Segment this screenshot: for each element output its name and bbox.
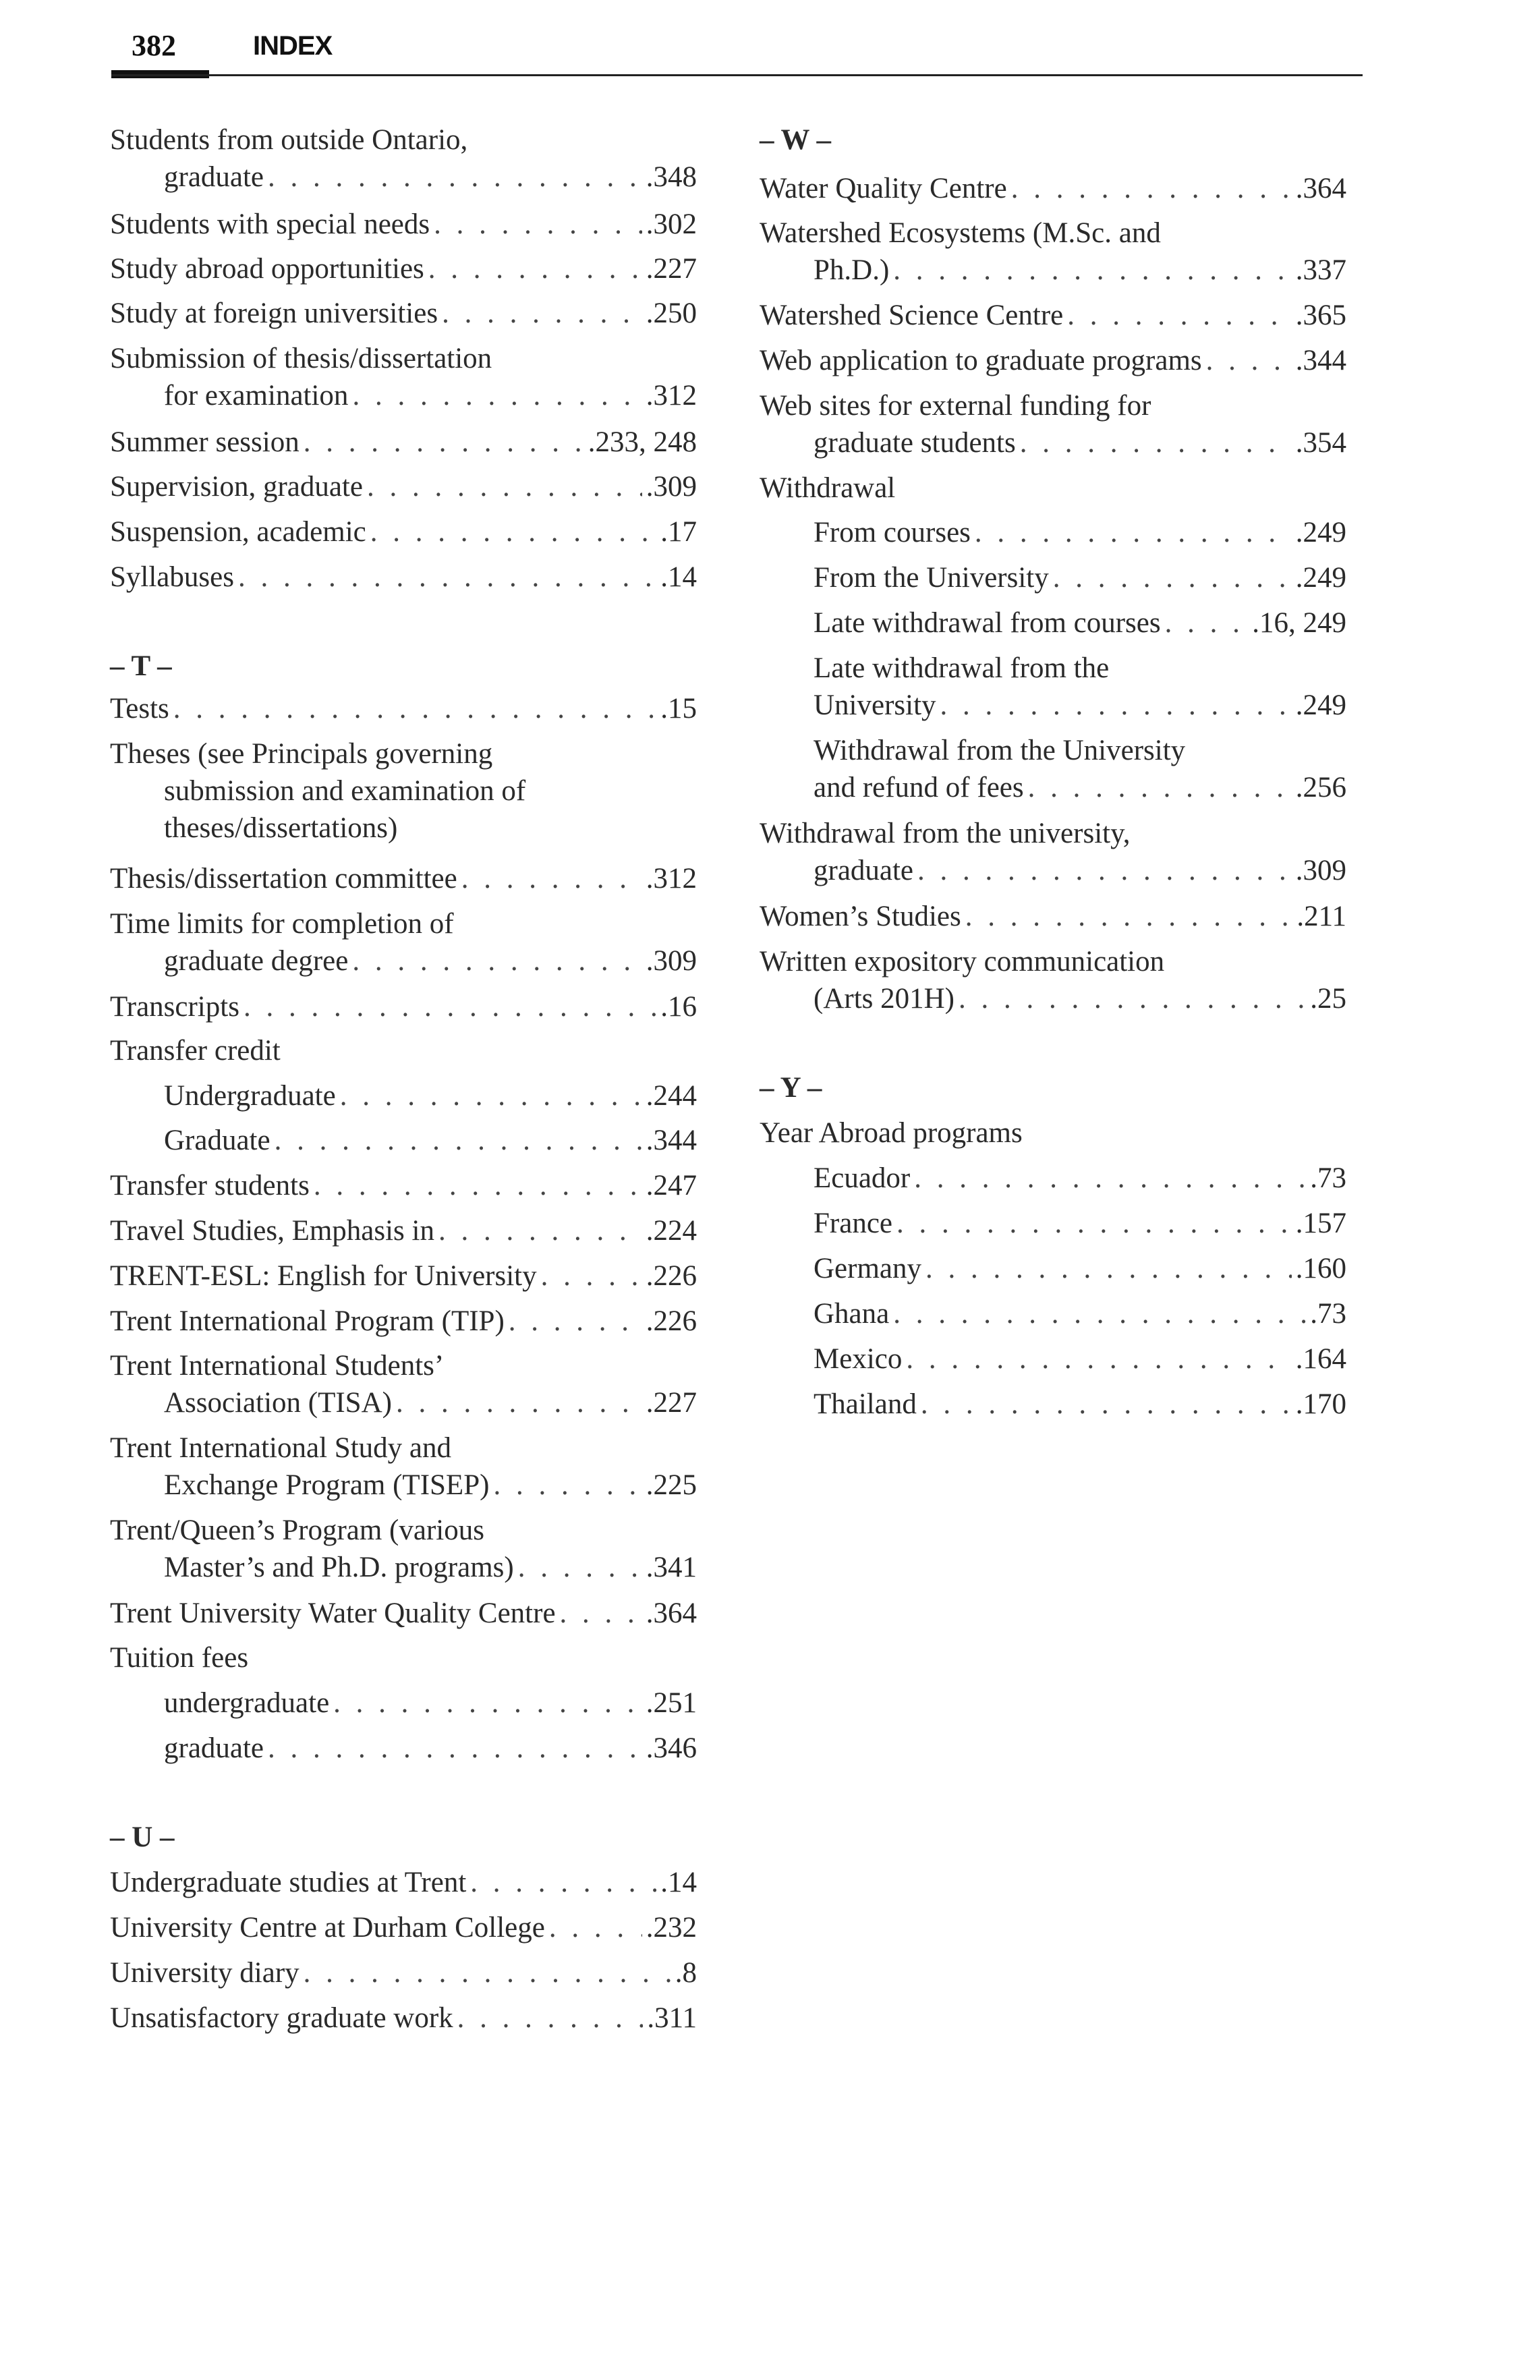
- index-entry: [110, 295, 697, 332]
- dot-leader: [314, 1167, 642, 1204]
- page-reference: .341: [646, 1552, 697, 1583]
- index-subentry: [814, 732, 1346, 806]
- index-entry: [110, 1167, 697, 1204]
- entry-text: submission and examination of: [164, 775, 526, 807]
- index-entry: [110, 559, 697, 596]
- index-entry: [760, 898, 1346, 935]
- dot-leader: [370, 513, 657, 550]
- page-reference: .17: [660, 516, 697, 548]
- entry-text: Written expository communication: [760, 946, 1165, 978]
- entry-text: Students from outside Ontario,: [110, 124, 468, 156]
- dot-leader: [921, 1386, 1292, 1423]
- entry-text: Master’s and Ph.D. programs): [164, 1552, 514, 1583]
- index-entry: [110, 1909, 697, 1946]
- entry-text: Syllabuses: [110, 561, 234, 593]
- index-subentry: [814, 1205, 1346, 1242]
- index-entry: [110, 250, 697, 287]
- dot-leader: [925, 1250, 1292, 1287]
- entry-text: Suspension, academic: [110, 516, 366, 548]
- page-reference: .311: [647, 2002, 697, 2034]
- entry-text: Late withdrawal from courses: [814, 607, 1161, 639]
- page-reference: .250: [646, 298, 697, 329]
- index-subentry: [814, 1340, 1346, 1378]
- page-reference: .344: [646, 1125, 697, 1156]
- entry-text: (Arts 201H): [814, 983, 954, 1015]
- entry-text: Trent University Water Quality Centre: [110, 1597, 556, 1629]
- page-reference: .170: [1295, 1388, 1346, 1420]
- page-reference: .309: [1295, 855, 1346, 886]
- page-reference: .247: [646, 1170, 697, 1201]
- page-reference: .164: [1295, 1343, 1346, 1375]
- dot-leader: [268, 1730, 642, 1767]
- index-entry: [110, 1864, 697, 1901]
- entry-text: From the University: [814, 562, 1049, 594]
- dot-leader: [549, 1909, 642, 1946]
- index-entry: [110, 513, 697, 550]
- index-entry: [760, 342, 1346, 379]
- entry-text: Tests: [110, 693, 169, 725]
- entry-text: Undergraduate: [164, 1080, 336, 1112]
- index-subentry: [164, 1077, 697, 1114]
- page-reference: .227: [646, 253, 697, 285]
- page-reference: .16, 249: [1252, 607, 1346, 639]
- page-reference: .15: [660, 693, 697, 725]
- page-reference: .225: [646, 1469, 697, 1501]
- page-reference: .233, 248: [588, 426, 697, 458]
- index-entry: [760, 297, 1346, 334]
- entry-text: theses/dissertations): [164, 812, 398, 844]
- index-subentry: [814, 604, 1346, 642]
- entry-text: Watershed Ecosystems (M.Sc. and: [760, 217, 1161, 249]
- index-entry: [110, 988, 697, 1025]
- index-entry: [110, 2000, 697, 2037]
- header-rule: [111, 74, 1363, 76]
- entry-text: Web application to graduate programs: [760, 345, 1202, 376]
- entry-text: From courses: [814, 517, 971, 548]
- index-entry: [110, 468, 697, 505]
- page-reference: .8: [675, 1957, 697, 1989]
- index-entry: [760, 215, 1346, 289]
- index-subentry: [164, 1122, 697, 1159]
- dot-leader: [238, 559, 656, 596]
- entry-text: Association (TISA): [164, 1387, 392, 1419]
- entry-text: Withdrawal from the University: [814, 735, 1186, 766]
- index-subentry: [814, 514, 1346, 551]
- entry-text: Late withdrawal from the: [814, 652, 1110, 684]
- entry-text: for examination: [164, 380, 349, 412]
- entry-text: Trent International Program (TIP): [110, 1305, 505, 1337]
- entry-text: Exchange Program (TISEP): [164, 1469, 490, 1501]
- entry-text: Withdrawal from the university,: [760, 818, 1131, 849]
- section-header-t: – T –: [110, 650, 172, 682]
- page-reference: .14: [660, 561, 697, 593]
- index-subentry: [814, 559, 1346, 596]
- entry-text: Water Quality Centre: [760, 173, 1007, 204]
- index-subentry: [814, 650, 1346, 724]
- dot-leader: [965, 898, 1293, 935]
- index-entry: [110, 1639, 697, 1676]
- entry-text: Thesis/dissertation committee: [110, 863, 457, 895]
- entry-text: Tuition fees: [110, 1642, 249, 1674]
- entry-text: Ph.D.): [814, 254, 890, 286]
- page-reference: .249: [1295, 517, 1346, 548]
- page-reference: .25: [1310, 983, 1346, 1015]
- entry-text: Withdrawal: [760, 472, 896, 504]
- index-subentry: [814, 1295, 1346, 1332]
- page-reference: .232: [646, 1912, 697, 1944]
- page-reference: .346: [646, 1732, 697, 1764]
- dot-leader: [1067, 297, 1292, 334]
- entry-text: Undergraduate studies at Trent: [110, 1867, 467, 1898]
- entry-text: Watershed Science Centre: [760, 300, 1064, 331]
- index-entry: [110, 1257, 697, 1295]
- page-header: [111, 26, 1363, 86]
- page-reference: .73: [1310, 1162, 1346, 1194]
- entry-text: Transfer credit: [110, 1035, 281, 1067]
- entry-text: Ecuador: [814, 1162, 911, 1194]
- entry-text: graduate: [814, 855, 914, 886]
- dot-leader: [304, 424, 584, 461]
- page-reference: .249: [1295, 689, 1346, 721]
- entry-text: Trent/Queen’s Program (various: [110, 1514, 484, 1546]
- index-entry: [760, 943, 1346, 1017]
- entry-text: Web sites for external funding for: [760, 390, 1151, 422]
- index-entry: [110, 1429, 697, 1504]
- dot-leader: [518, 1549, 642, 1586]
- page-title: INDEX: [253, 31, 333, 61]
- index-subentry: [164, 1730, 697, 1767]
- index-entry: [760, 1114, 1346, 1152]
- page-reference: .312: [646, 380, 697, 412]
- entry-text: Year Abroad programs: [760, 1117, 1023, 1149]
- entry-text: University Centre at Durham College: [110, 1912, 545, 1944]
- page-reference: .251: [646, 1687, 697, 1719]
- dot-leader: [396, 1384, 642, 1421]
- page-reference: .365: [1295, 300, 1346, 331]
- dot-leader: [906, 1340, 1291, 1378]
- dot-leader: [340, 1077, 642, 1114]
- index-subentry: [164, 1684, 697, 1722]
- dot-leader: [975, 514, 1292, 551]
- dot-leader: [428, 250, 642, 287]
- dot-leader: [1165, 604, 1249, 642]
- page-reference: .16: [660, 991, 697, 1023]
- dot-leader: [470, 1864, 656, 1901]
- index-entry: [760, 170, 1346, 207]
- dot-leader: [352, 377, 641, 414]
- page-reference: .312: [646, 863, 697, 895]
- page-reference: .348: [646, 161, 697, 193]
- dot-leader: [442, 295, 642, 332]
- entry-text: Students with special needs: [110, 208, 430, 240]
- index-entry: [110, 690, 697, 727]
- dot-leader: [173, 690, 656, 727]
- section-header-u: – U –: [110, 1821, 175, 1853]
- page-reference: .224: [646, 1215, 697, 1247]
- dot-leader: [917, 852, 1292, 889]
- index-entry: [110, 424, 697, 461]
- page-reference: .344: [1295, 345, 1346, 376]
- index-entry: [110, 860, 697, 897]
- dot-leader: [438, 1212, 642, 1249]
- dot-leader: [541, 1257, 642, 1295]
- dot-leader: [457, 2000, 644, 2037]
- entry-text: Transfer students: [110, 1170, 310, 1201]
- page-reference: .249: [1295, 562, 1346, 594]
- dot-leader: [352, 942, 641, 980]
- index-entry: [110, 1212, 697, 1249]
- entry-text: Germany: [814, 1253, 921, 1284]
- page-reference: .364: [646, 1597, 697, 1629]
- dot-leader: [893, 1295, 1306, 1332]
- index-entry: [110, 735, 697, 847]
- dot-leader: [1053, 559, 1292, 596]
- dot-leader: [304, 1954, 671, 1991]
- page-reference: .211: [1296, 901, 1346, 932]
- section-header-w: – W –: [760, 124, 831, 156]
- dot-leader: [244, 988, 656, 1025]
- index-entry: [110, 206, 697, 243]
- page-reference: .160: [1295, 1253, 1346, 1284]
- index-entry: [110, 1032, 697, 1069]
- entry-text: graduate students: [814, 427, 1016, 459]
- dot-leader: [275, 1122, 642, 1159]
- dot-leader: [509, 1303, 642, 1340]
- dot-leader: [1206, 342, 1292, 379]
- entry-text: and refund of fees: [814, 772, 1024, 803]
- entry-text: undergraduate: [164, 1687, 330, 1719]
- entry-text: Graduate: [164, 1125, 270, 1156]
- dot-leader: [940, 687, 1292, 724]
- index-entry: [110, 1954, 697, 1991]
- index-subentry: [814, 1160, 1346, 1197]
- page-number: 382: [132, 29, 176, 62]
- dot-leader: [333, 1684, 642, 1722]
- page-reference: .309: [646, 471, 697, 503]
- dot-leader: [896, 1205, 1292, 1242]
- entry-text: Unsatisfactory graduate work: [110, 2002, 453, 2034]
- page-reference: .226: [646, 1305, 697, 1337]
- entry-text: TRENT-ESL: English for University: [110, 1260, 537, 1292]
- page-reference: .226: [646, 1260, 697, 1292]
- entry-text: Travel Studies, Emphasis in: [110, 1215, 434, 1247]
- entry-text: Summer session: [110, 426, 300, 458]
- index-entry: [110, 1512, 697, 1586]
- page-reference: .14: [660, 1867, 697, 1898]
- page-reference: .256: [1295, 772, 1346, 803]
- index-entry: [760, 815, 1346, 889]
- index-entry: [110, 905, 697, 980]
- entry-text: graduate degree: [164, 945, 349, 977]
- dot-leader: [461, 860, 642, 897]
- entry-text: University: [814, 689, 936, 721]
- index-entry: [110, 121, 697, 196]
- entry-text: Study abroad opportunities: [110, 253, 424, 285]
- index-entry: [110, 1303, 697, 1340]
- entry-text: Mexico: [814, 1343, 903, 1375]
- page-reference: .309: [646, 945, 697, 977]
- dot-leader: [1028, 769, 1292, 806]
- index-subentry: [814, 1250, 1346, 1287]
- entry-text: Women’s Studies: [760, 901, 961, 932]
- page-reference: .354: [1295, 427, 1346, 459]
- entry-text: Transcripts: [110, 991, 239, 1023]
- index-entry: [760, 387, 1346, 461]
- entry-text: Theses (see Principals governing: [110, 738, 493, 770]
- page-reference: .302: [646, 208, 697, 240]
- index-entry: [110, 1595, 697, 1632]
- entry-text: Time limits for completion of: [110, 908, 454, 940]
- dot-leader: [434, 206, 642, 243]
- index-entry: [760, 470, 1346, 507]
- entry-text: Ghana: [814, 1298, 890, 1330]
- dot-leader: [560, 1595, 642, 1632]
- page-reference: .157: [1295, 1208, 1346, 1239]
- dot-leader: [959, 980, 1306, 1017]
- entry-text: Submission of thesis/dissertation: [110, 343, 492, 374]
- dot-leader: [367, 468, 642, 505]
- entry-text: graduate: [164, 161, 264, 193]
- dot-leader: [268, 159, 642, 196]
- section-header-y: – Y –: [760, 1072, 822, 1104]
- entry-text: Study at foreign universities: [110, 298, 438, 329]
- entry-text: France: [814, 1208, 892, 1239]
- dot-leader: [914, 1160, 1306, 1197]
- dot-leader: [1011, 170, 1292, 207]
- dot-leader: [493, 1467, 641, 1504]
- entry-text: Supervision, graduate: [110, 471, 363, 503]
- entry-text: Trent International Students’: [110, 1350, 445, 1382]
- entry-text: Thailand: [814, 1388, 917, 1420]
- index-entry: [110, 1347, 697, 1421]
- dot-leader: [893, 252, 1291, 289]
- index-subentry: [814, 1386, 1346, 1423]
- page-reference: .244: [646, 1080, 697, 1112]
- entry-text: University diary: [110, 1957, 300, 1989]
- entry-text: graduate: [164, 1732, 264, 1764]
- page-reference: .364: [1295, 173, 1346, 204]
- page-reference: .73: [1310, 1298, 1346, 1330]
- page-reference: .227: [646, 1387, 697, 1419]
- entry-text: Trent International Study and: [110, 1432, 451, 1464]
- index-entry: [110, 340, 697, 414]
- dot-leader: [1020, 424, 1292, 461]
- page-reference: .337: [1295, 254, 1346, 286]
